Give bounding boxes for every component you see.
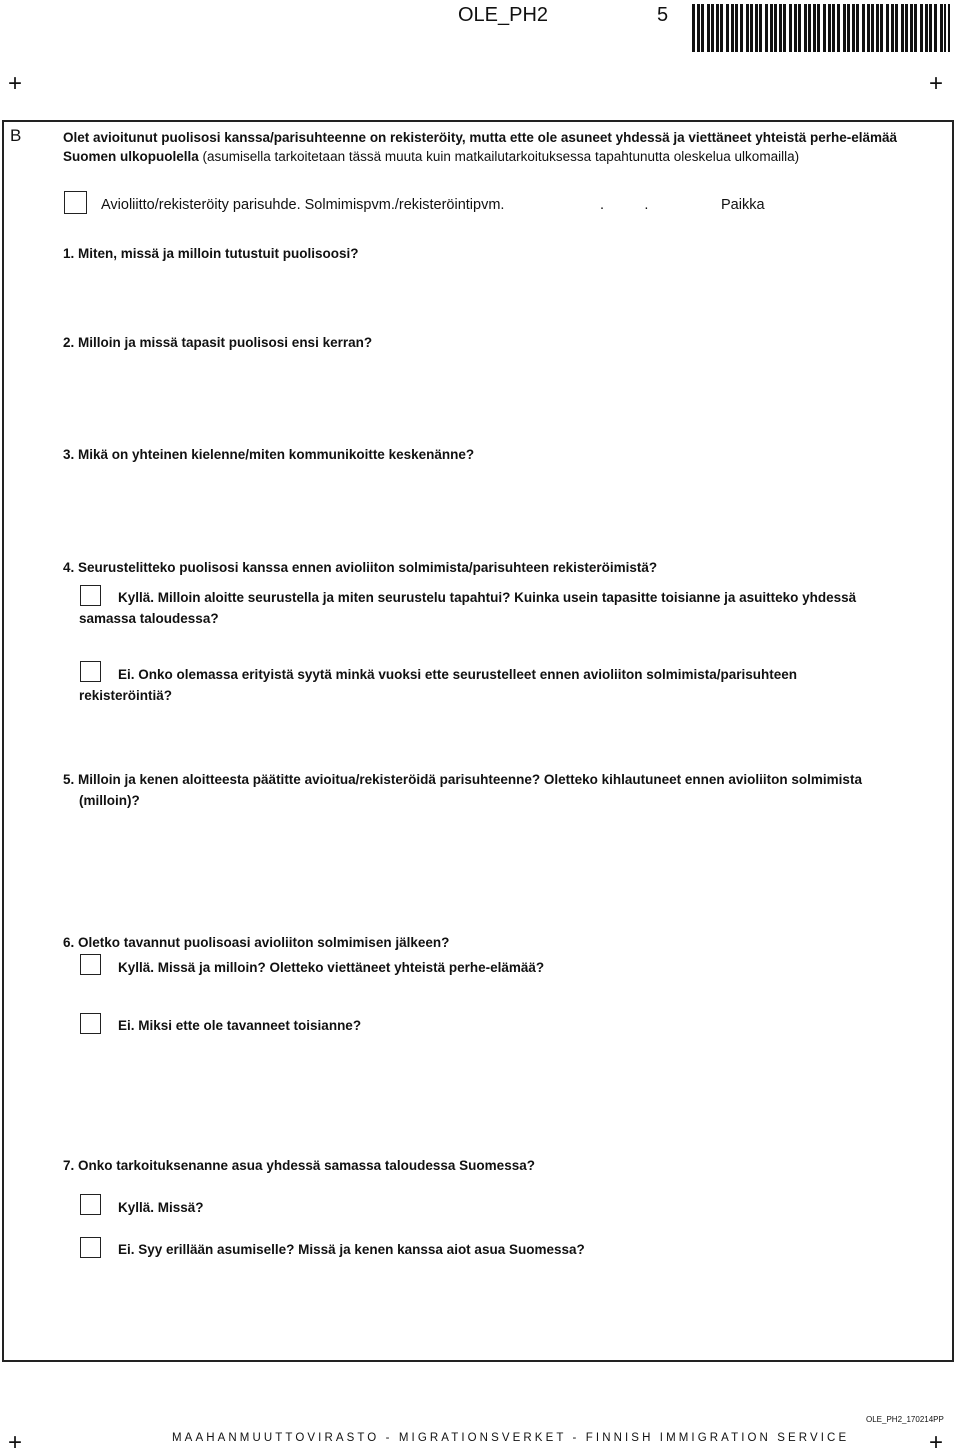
section-intro (63, 128, 943, 166)
question-4: 4. Seurustelitteko puolisosi kanssa ennen avioliiton solmimista/parisuhteen rekisteröimistä? (63, 560, 658, 575)
intro-normal-text: (asumisella tarkoitetaan tässä muuta kuin matkailutarkoituksessa tapahtunutta oleskelua ulkomailla) (198, 149, 800, 164)
q7-no-label: Ei. Syy erillään asumiselle? Missä ja kenen kanssa aiot asua Suomessa? (118, 1242, 585, 1257)
marriage-date-label: Avioliitto/rekisteröity parisuhde. Solmimispvm./rekisteröintipvm. (101, 197, 505, 213)
question-7: 7. Onko tarkoituksenanne asua yhdessä samassa taloudessa Suomessa? (63, 1158, 535, 1173)
q4-yes-label-cont: samassa taloudessa? (79, 611, 219, 626)
q6-no-label: Ei. Miksi ette ole tavanneet toisianne? (118, 1018, 362, 1033)
q7-no-checkbox[interactable] (80, 1237, 101, 1258)
question-3: 3. Mikä on yhteinen kielenne/miten kommunikoitte keskenänne? (63, 447, 475, 462)
question-5-cont: (milloin)? (79, 793, 140, 808)
question-2: 2. Milloin ja missä tapasit puolisosi ensi kerran? (63, 335, 373, 350)
date-separator-dots: . . (600, 197, 649, 213)
place-label: Paikka (721, 197, 765, 213)
q6-yes-label: Kyllä. Missä ja milloin? Oletteko viettäneet yhteistä perhe-elämää? (118, 960, 545, 975)
intro-bold-text: Olet avioitunut puolisosi kanssa/parisuhteenne on rekisteröity, mutta ette ole asuneet yhdessä ja viettäneet yhteistä perhe-elämää Suomen ulkopuolella (63, 130, 898, 164)
form-code: OLE_PH2 (458, 4, 549, 26)
marriage-checkbox[interactable] (64, 191, 87, 214)
registration-mark-icon: + (8, 1429, 23, 1456)
section-letter: B (10, 126, 22, 145)
q6-yes-checkbox[interactable] (80, 954, 101, 975)
registration-mark-icon: + (929, 70, 944, 97)
q4-no-label-cont: rekisteröintiä? (79, 688, 173, 703)
q7-yes-label: Kyllä. Missä? (118, 1200, 204, 1215)
form-version-code: OLE_PH2_170214PP (866, 1415, 944, 1424)
page-number: 5 (657, 4, 669, 26)
q4-yes-checkbox[interactable] (80, 585, 101, 606)
agency-footer: MAAHANMUUTTOVIRASTO - MIGRATIONSVERKET - FINNISH IMMIGRATION SERVICE (172, 1432, 850, 1444)
registration-mark-icon: + (8, 70, 23, 97)
q4-no-checkbox[interactable] (80, 661, 101, 682)
barcode-image (692, 4, 950, 52)
question-1: 1. Miten, missä ja milloin tutustuit puolisoosi? (63, 246, 359, 261)
q6-no-checkbox[interactable] (80, 1013, 101, 1034)
question-5: 5. Milloin ja kenen aloitteesta päätitte avioitua/rekisteröidä parisuhteenne? Oletteko kihlautuneet ennen avioliiton solmimista (63, 772, 862, 787)
q7-yes-checkbox[interactable] (80, 1194, 101, 1215)
q4-yes-label: Kyllä. Milloin aloitte seurustella ja miten seurustelu tapahtui? Kuinka usein tapasitte toisianne ja asuitteko yhdessä (118, 590, 857, 605)
q4-no-label: Ei. Onko olemassa erityistä syytä minkä vuoksi ette seurustelleet ennen avioliiton solmimista/parisuhteen (118, 667, 797, 682)
question-6: 6. Oletko tavannut puolisoasi avioliiton solmimisen jälkeen? (63, 935, 450, 950)
registration-mark-icon: + (929, 1429, 944, 1456)
